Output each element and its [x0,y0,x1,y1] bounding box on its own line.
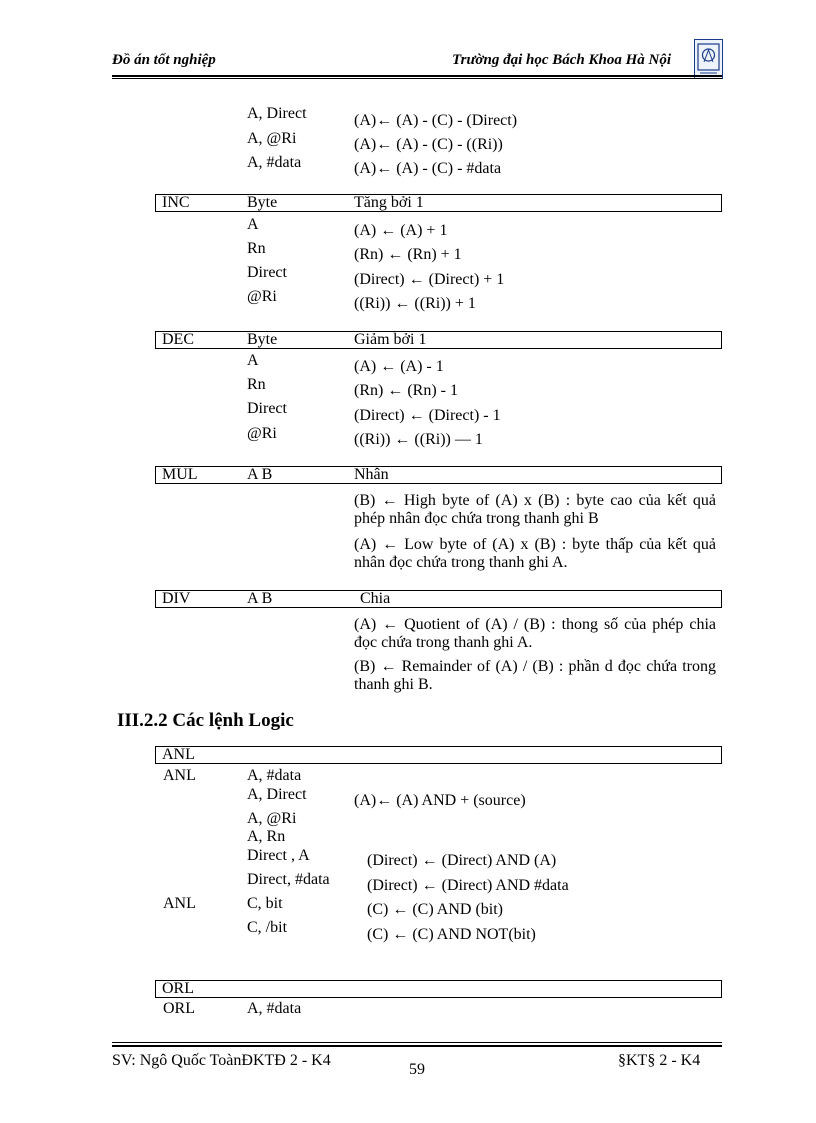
logo-emblem-icon [695,40,722,78]
page-number: 59 [409,1061,425,1078]
inc-title: Tăng bởi 1 [354,194,424,211]
div-desc-2: (B) ← Remainder of (A) / (B) : phần d đọc chứa trong thanh ghi B. [354,658,716,693]
inc-operand-3: @Ri [247,288,277,305]
dec-desc-2: (Direct) ← (Direct) - 1 [354,407,501,424]
footer-right: §KT§ 2 - K4 [618,1052,701,1069]
dec-desc-0: (A) ← (A) - 1 [354,358,444,375]
div-mnemonic: DIV [162,590,191,607]
anl-operand-7: C, /bit [247,919,288,936]
inc-operand-0: A [247,216,259,233]
inc-operand-1: Rn [247,240,266,257]
mul-desc-1: (B) ← High byte of (A) x (B) : byte cao của kết quả phép nhân đọc chứa trong thanh ghi B [354,492,716,527]
anl-operand-0: A, #data [247,767,302,784]
mul-title: Nhân [354,466,389,483]
university-logo [694,39,723,79]
inc-operand-2: Direct [247,264,287,281]
anl-operand-2: A, @Ri [247,810,297,827]
dec-operand-2: Direct [247,400,287,417]
footer-rule-thin [112,1042,722,1043]
mul-operand: A B [247,466,273,483]
dec-desc-1: (Rn) ← (Rn) - 1 [354,382,458,399]
anl-operand-4: Direct , A [247,847,310,864]
mul-mnemonic: MUL [162,466,198,483]
div-operand: A B [247,590,273,607]
anl-mnemonic-1: ANL [163,767,196,784]
anl-desc-3: (C) ← (C) AND (bit) [367,901,503,918]
anl-header-box [155,746,722,764]
orl-box-label: ORL [162,980,194,997]
inc-desc-1: (Rn) ← (Rn) + 1 [354,246,462,263]
anl-operand-5: Direct, #data [247,871,330,888]
header-left: Đồ án tốt nghiệp [112,52,216,68]
header-right: Trường đại học Bách Khoa Hà Nội [452,52,672,68]
anl-desc-2: (Direct) ← (Direct) AND #data [367,877,569,894]
section-title: III.2.2 Các lệnh Logic [117,710,294,731]
div-title: Chia [360,590,391,607]
orl-operand-0: A, #data [247,1000,302,1017]
footer-left: SV: Ngô Quốc ToànĐKTĐ 2 - K4 [112,1052,331,1069]
inc-header-box [155,194,722,212]
inc-desc-3: ((Ri)) ← ((Ri)) + 1 [354,295,476,312]
div-header-box [155,590,722,608]
dec-desc-3: ((Ri)) ← ((Ri)) — 1 [354,431,483,448]
anl-desc-4: (C) ← (C) AND NOT(bit) [367,926,536,943]
dec-operand-3: @Ri [247,425,277,442]
div-desc-1: (A) ← Quotient of (A) / (B) : thong số của phép chia đọc chứa trong thanh ghi A. [354,616,716,651]
anl-operand-6: C, bit [247,895,283,912]
subb-operand-1: A, @Ri [247,130,297,147]
anl-mnemonic-2: ANL [163,895,196,912]
dec-title: Giảm bởi 1 [354,331,427,348]
orl-header-box [155,980,722,998]
dec-header-box [155,331,722,349]
subb-desc-1: (A)← (A) - (C) - ((Ri)) [354,136,503,153]
subb-desc-2: (A)← (A) - (C) - #data [354,160,502,177]
dec-operand-1: Rn [247,376,266,393]
inc-desc-2: (Direct) ← (Direct) + 1 [354,271,505,288]
anl-box-label: ANL [162,746,195,763]
header-rule [112,75,722,77]
inc-operand: Byte [247,194,278,211]
anl-desc-0: (A)← (A) AND + (source) [354,792,526,809]
subb-operand-0: A, Direct [247,105,307,122]
subb-desc-0: (A)← (A) - (C) - (Direct) [354,112,518,129]
footer-rule [112,1045,722,1047]
dec-mnemonic: DEC [162,331,194,348]
dec-operand: Byte [247,331,278,348]
mul-desc-2: (A) ← Low byte of (A) x (B) : byte thấp của kết quả nhân đọc chứa trong thanh ghi A. [354,536,716,571]
inc-mnemonic: INC [162,194,190,211]
anl-operand-1: A, Direct [247,786,307,803]
subb-operand-2: A, #data [247,154,302,171]
header-rule-thin [112,78,722,79]
anl-operand-3: A, Rn [247,828,286,845]
mul-header-box [155,466,722,484]
orl-mnemonic: ORL [163,1000,195,1017]
anl-desc-1: (Direct) ← (Direct) AND (A) [367,852,557,869]
dec-operand-0: A [247,352,259,369]
inc-desc-0: (A) ← (A) + 1 [354,222,448,239]
